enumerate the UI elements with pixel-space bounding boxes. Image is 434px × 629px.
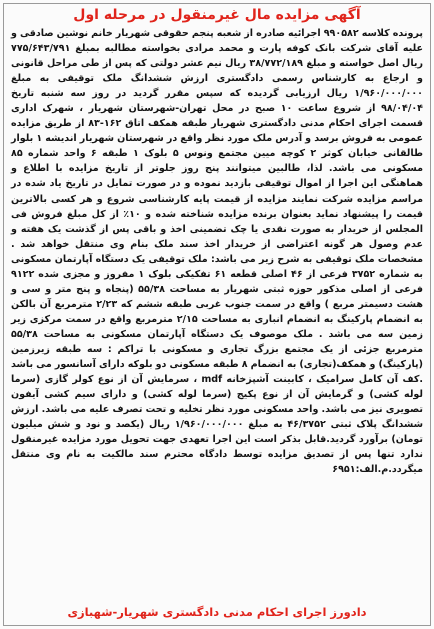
notice-title: آگهی مزایده مال غیرمنقول در مرحله اول — [73, 7, 361, 23]
notice-body: پرونده کلاسه ۹۹۰۵۸۲ اجرائیه صادره از شعبه پنجم حقوقی شهریار خانم نوشین صادقی و علیه آقای شرکت بانک کوفه پارت و محمد مرادی بخواسته مطالبه بمبلغ ۷۷۵/۶۴۳/۷۹۱ ریال اصل خواسته و مبلغ ۳۸/۷۷۲/۱۸۹ ریال نیم عشر دولتی که پس از طی مراحل قانونی و ارجاع به کارشناس رسمی دادگستری ارزش ششدانگ ملک توقیفی به مبلغ ۱/۹۶۰/۰۰۰/۰۰۰ ریال ارزیابی گردیده که سپس مقرر گردید در روز سه شنبه تاریخ ۹۸/۰۴/۰۴ از شروع ساعت ۱۰ صبح در محل تهران-شهرستان شهریار ، شهرک اداری قسمت اجرای احکام مدنی دادگستری شهریار طبقه همکف اتاق ۱۶۲-۸۳ از طریق مزایده عمومی به فروش برسد و آدرس ملک مورد نظر واقع در شهرستان شهریار اندیشه ۱ بلوار طالقانی خیابان کوثر ۲ کوچه میین مجتمع ونوس ۵ بلوک ۱ طبقه ۶ واحد شماره ۸۵ مسکونی می باشد. لذا، طالبین میتوانند پنج روز جلوتر از تاریخ مزایده با اطلاع و هماهنگی این اجرا از اموال توقیفی بازدید نموده و در صورت تمایل در تاریخ یاد شده در مراسم مزایده شرکت نمایند مزایده از قیمت پایه کارشناسی شروع و هر کسی بالاترین قیمت را پیشنهاد نماید بعنوان برنده مزایده شناخته شده و ۱۰٪ از کل مبلغ فروش فی المجلس از خریدار به صورت نقدی یا چک تضمینی اخذ و باقی پس از گذشت یک هفته و عدم وصول هر گونه اعتراضی از خریدار اخذ سند ملک بنام وی منتقل خواهد شد . مشخصات ملک توقیفی به شرح زیر می باشد: ملک توقیفی یک دستگاه آپارتمان مسکونی به شماره ۳۷۵۲ فرعی از ۴۶ اصلی قطعه ۶۱ تفکیکی بلوک ۱ مفروز و مجزی شده ۹۱۲۲ فرعی از اصلی مذکور حوزه ثبتی شهریار به مساحت ۵۵/۳۸ (پنجاه و پنج متر و سی و هشت دسیمتر مربع ) واقع در سمت جنوب غربی طبقه ششم که ۲/۲۳ مترمربع آن بالکن به انضمام پارکینگ به انضمام انباری به مساحت ۲/۱۵ مترمربع واقع در سمت مرکزی زیر زمین سه می باشد . ملک موصوف یک دستگاه آپارتمان مسکونی به مساحت ۵۵/۳۸ مترمربع جزئی از یک مجتمع بزرگ تجاری و مسکونی با تراکم : سه طبقه زیرزمین (پارکینگ) و همکف(تجاری) به انضمام ۸ طبقه مسکونی دو بلوکه دارای آسانسور می باشد .کف آن کامل سرامیک ، کابینت آشپزخانه mdf ، سرمایش آن از نوع کولر گازی (سرما لوله کشی) و گرمایش آن از نوع پکیج (سرما لوله کشی) و دارای سیم کشی آیفون تصویری نیز می باشد. واحد مسکونی مورد نظر تخلیه و تحت تصرف علیه می باشد. ارزش ششدانگ پلاک ثبتی ۴۶/۳۷۵۲ به مبلغ ۱/۹۶۰/۰۰۰/۰۰۰ ریال (یکصد و نود و شش میلیون تومان) برآورد گردید.قابل بذکر است این اجرا تعهدی جهت تحویل مورد مزایده غیرمنقول ندارد تنها پس از تصدیق مزایده توسط دادگاه محترم سند مالکیت به نام وی منتقل میگردد.م.الف:۶۹۵۱ — [11, 28, 424, 476]
notice-signature: دادورز اجرای احکام مدنی دادگستری شهریار-شهبازی — [67, 605, 367, 619]
